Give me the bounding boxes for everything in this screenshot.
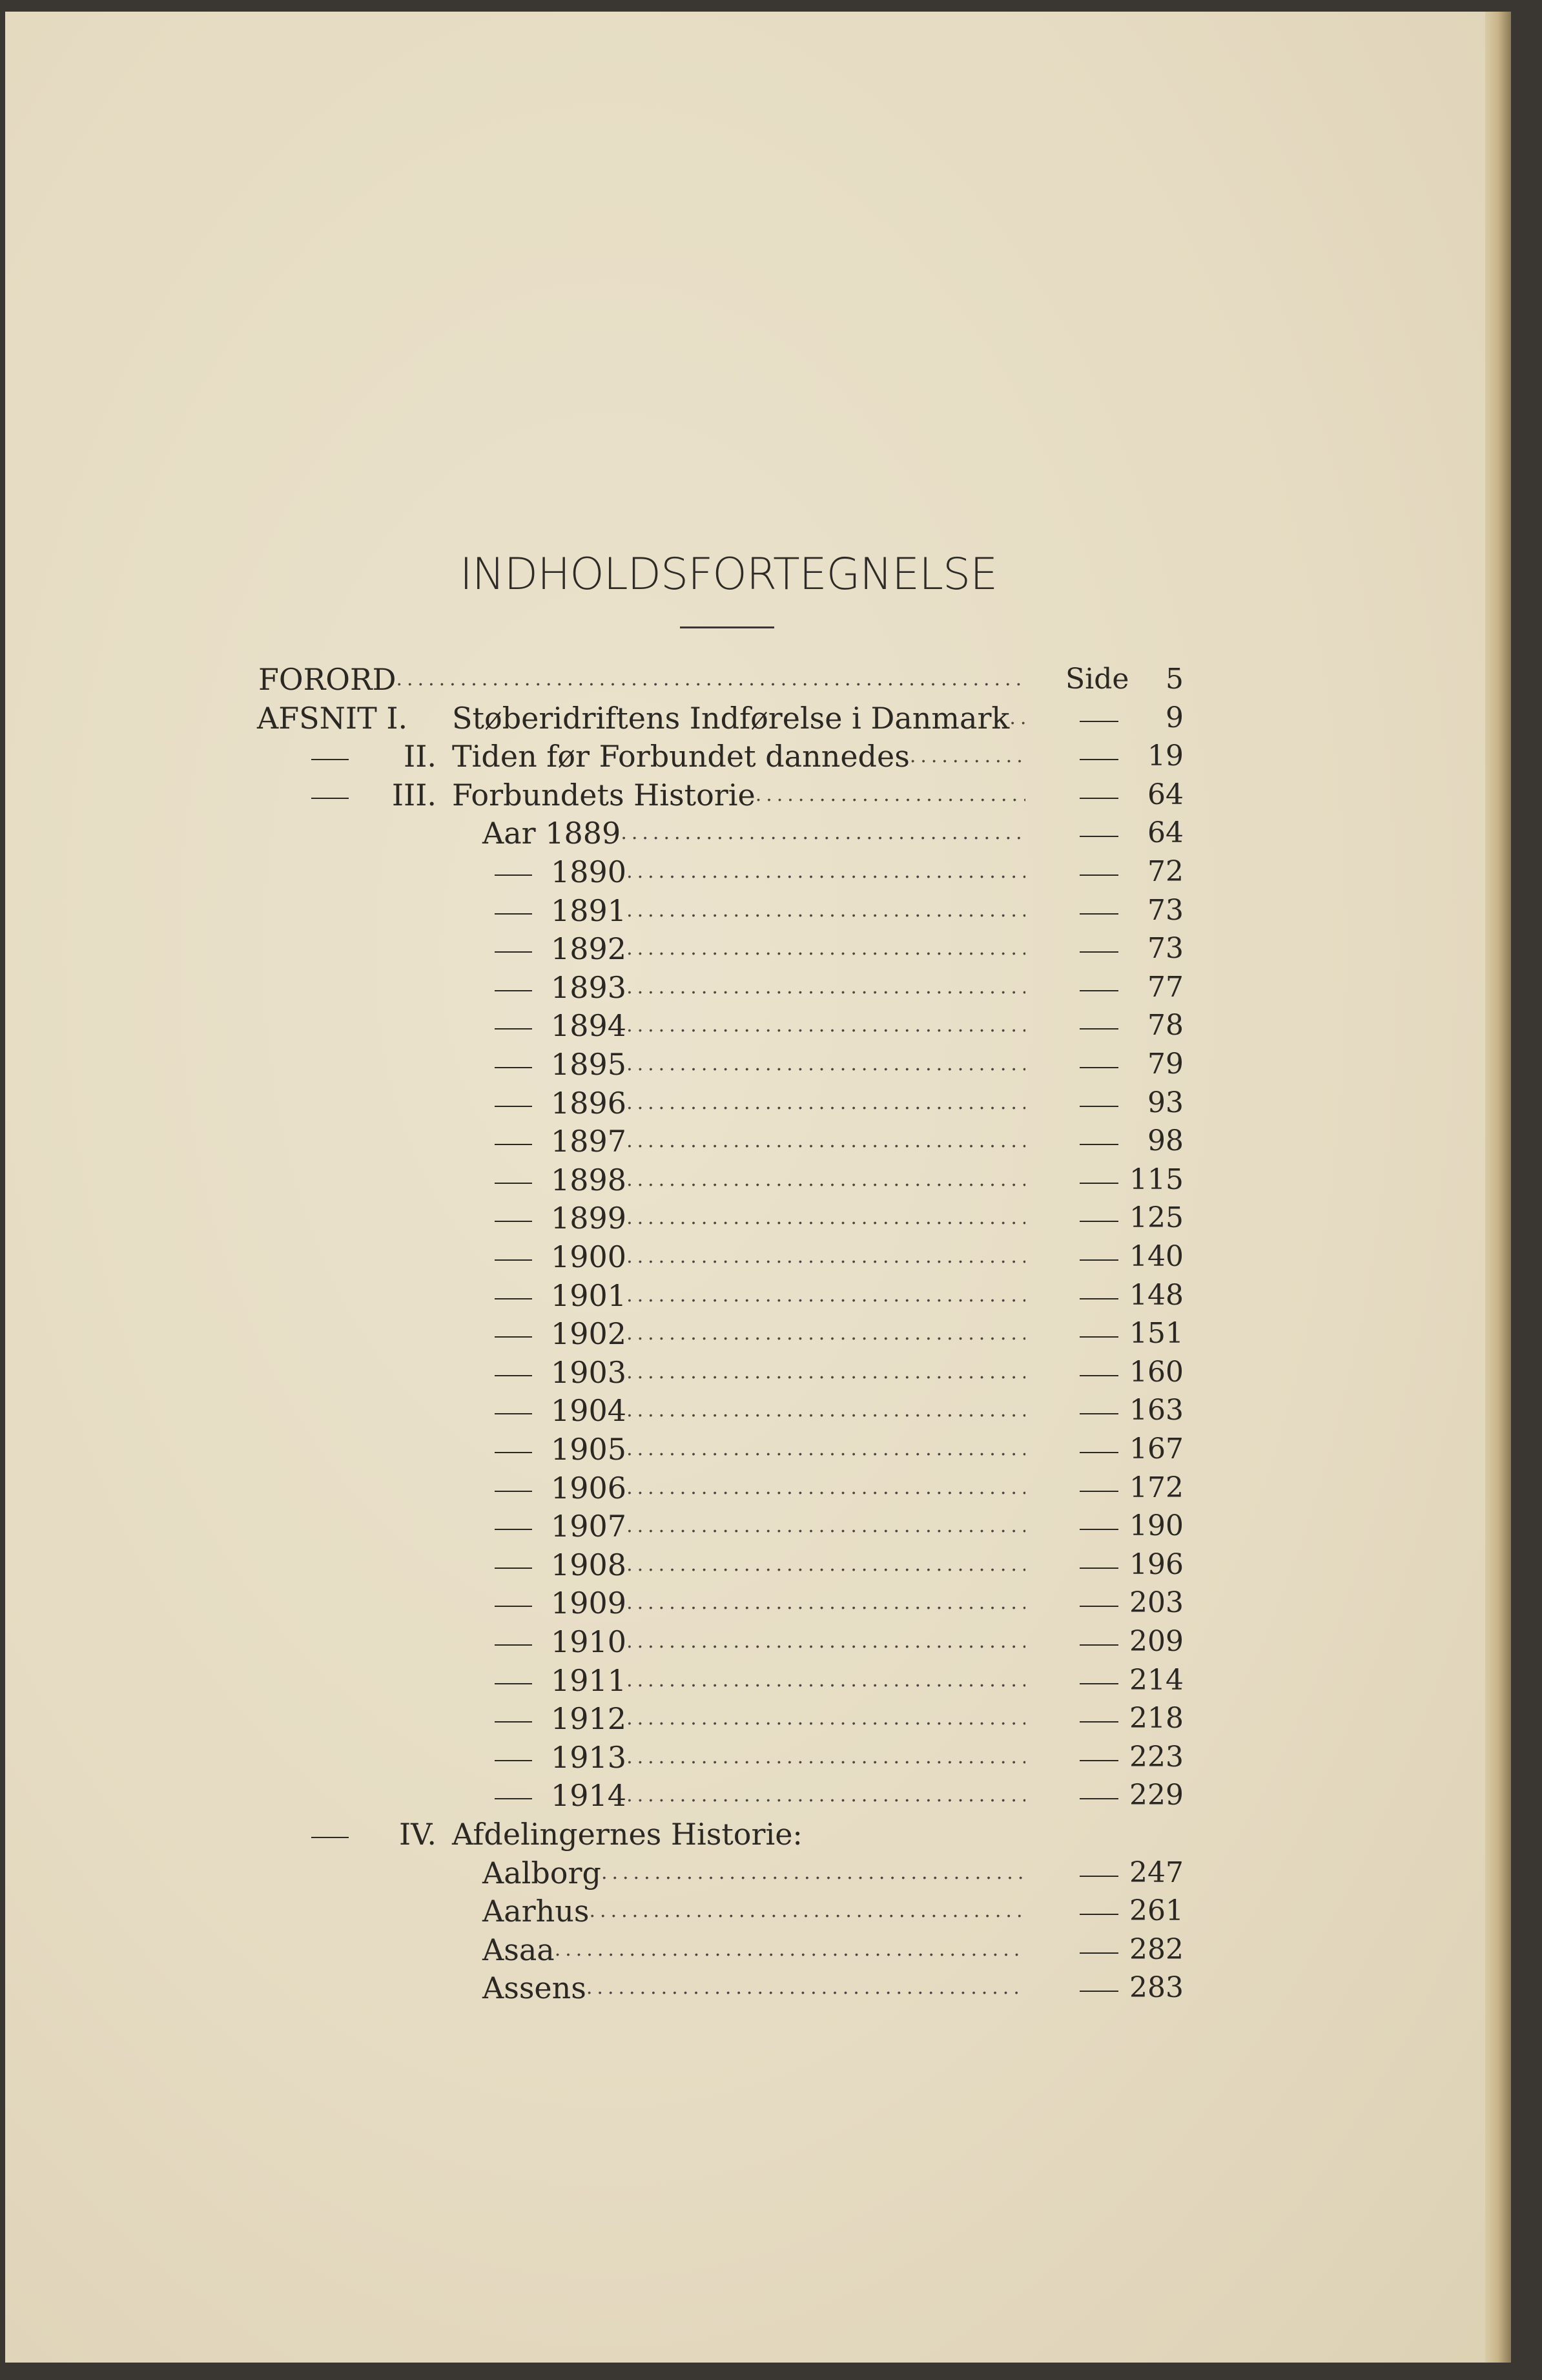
ditto-dash: [1080, 1661, 1118, 1700]
ditto-dash: [495, 1622, 532, 1661]
entry-label: Asaa: [482, 1932, 555, 1967]
page-number: 148: [1129, 1278, 1184, 1312]
entry-label: Assens: [482, 1971, 586, 2006]
page-number: 261: [1129, 1894, 1184, 1928]
toc-entry: [551, 1199, 1025, 1237]
page-number: 5: [1166, 663, 1184, 696]
ditto-dash: [311, 737, 349, 776]
toc-entry: [482, 1969, 1025, 2007]
toc-entry: [551, 1469, 1025, 1507]
dot-leader: [626, 1699, 1025, 1738]
toc-entry: [452, 737, 1025, 776]
ditto-dash: [495, 1776, 532, 1815]
section-heading: Afdelingernes Historie:: [452, 1817, 803, 1852]
page-number: 172: [1129, 1471, 1184, 1504]
page-number: 247: [1129, 1856, 1184, 1889]
entry-label: 1908: [551, 1547, 627, 1582]
ditto-dash: [495, 1738, 532, 1777]
dot-leader: [555, 1930, 1025, 1969]
section-number: IV.: [399, 1817, 437, 1852]
dot-leader: [626, 968, 1025, 1007]
ditto-dash: [1080, 1237, 1118, 1276]
ditto-dash: [495, 1122, 532, 1161]
page-number: 64: [1147, 778, 1184, 811]
ditto-dash: [495, 1276, 532, 1315]
ditto-dash: [1080, 699, 1118, 738]
ditto-dash: [1080, 1469, 1118, 1507]
ditto-dash: [1080, 1199, 1118, 1237]
page-number: 79: [1147, 1048, 1184, 1081]
toc-entry: [551, 1006, 1025, 1045]
ditto-dash: [495, 1314, 532, 1353]
entry-label: 1898: [551, 1162, 627, 1197]
dot-leader: [626, 1546, 1025, 1584]
page-number: 64: [1147, 816, 1184, 850]
entry-label: 1912: [551, 1701, 627, 1737]
entry-label: 1913: [551, 1739, 627, 1775]
toc-entry: [551, 1661, 1025, 1700]
toc-entry: [551, 853, 1025, 891]
page-number: 93: [1147, 1086, 1184, 1119]
dot-leader: [590, 1892, 1026, 1930]
ditto-dash: [1080, 1122, 1118, 1161]
toc-entry: [452, 776, 1025, 814]
ditto-dash: [495, 1661, 532, 1700]
dot-leader: [626, 1430, 1025, 1469]
page-number: 73: [1147, 893, 1184, 927]
dot-leader: [626, 891, 1025, 930]
ditto-dash: [1080, 1430, 1118, 1469]
toc-entry: [258, 660, 1025, 699]
entry-label: Forbundets Historie: [452, 777, 756, 812]
entry-label: 1907: [551, 1509, 627, 1544]
ditto-dash: [1080, 1276, 1118, 1315]
entry-label: 1901: [551, 1278, 627, 1313]
toc-entry: [551, 1507, 1025, 1546]
entry-label: Aalborg: [482, 1855, 601, 1890]
entry-label: 1905: [551, 1432, 627, 1467]
toc-entry: [551, 1045, 1025, 1084]
ditto-dash: [495, 968, 532, 1007]
page-number: 223: [1129, 1740, 1184, 1774]
page-number: 283: [1129, 1971, 1184, 2005]
dot-leader: [586, 1969, 1025, 2007]
page-number: 73: [1147, 932, 1184, 966]
ditto-dash: [1080, 929, 1118, 968]
entry-label: 1896: [551, 1085, 627, 1121]
page-number: 209: [1129, 1625, 1184, 1658]
ditto-dash: [1080, 1584, 1118, 1622]
entry-label: 1894: [551, 1008, 627, 1044]
ditto-dash: [1080, 968, 1118, 1007]
dot-leader: [626, 1469, 1025, 1507]
afsnit-prefix: AFSNIT I.: [257, 700, 408, 736]
ditto-dash: [1080, 1738, 1118, 1777]
toc-entry: [482, 1892, 1025, 1930]
entry-label: FORORD: [258, 662, 396, 697]
dot-leader: [626, 1122, 1025, 1161]
entry-label: 1903: [551, 1354, 627, 1390]
toc-entry: [551, 1738, 1025, 1777]
page-number: 98: [1147, 1124, 1184, 1158]
ditto-dash: [495, 1199, 532, 1237]
page-number: 78: [1147, 1009, 1184, 1042]
page-number: 160: [1129, 1355, 1184, 1389]
dot-leader: [601, 1854, 1025, 1892]
ditto-dash: [495, 1006, 532, 1045]
page-number: 19: [1147, 740, 1184, 773]
entry-label: 1914: [551, 1778, 627, 1814]
ditto-dash: [1080, 1391, 1118, 1430]
dot-leader: [626, 1199, 1025, 1237]
ditto-dash: [1080, 737, 1118, 776]
toc-entry: [482, 1930, 1025, 1969]
ditto-dash: [1080, 1622, 1118, 1661]
entry-label: 1895: [551, 1047, 627, 1082]
entry-label: 1891: [551, 893, 627, 928]
dot-leader: [626, 1314, 1025, 1353]
page-number: 167: [1129, 1433, 1184, 1465]
entry-label: 1902: [551, 1316, 627, 1352]
toc-entry: [482, 814, 1025, 853]
toc-entry: [551, 1161, 1025, 1199]
dot-leader: [626, 853, 1025, 891]
entry-label: 1911: [551, 1662, 627, 1698]
toc-entry: [551, 968, 1025, 1007]
toc-entry: [551, 1391, 1025, 1430]
page-number: 203: [1129, 1586, 1184, 1620]
page-number: 190: [1129, 1509, 1184, 1543]
entry-label: 1899: [551, 1201, 627, 1236]
dot-leader: [626, 1391, 1025, 1430]
dot-leader: [626, 1006, 1025, 1045]
title-rule: [680, 626, 774, 628]
ditto-dash: [1080, 776, 1118, 814]
ditto-dash: [311, 1815, 349, 1854]
toc-entry: [551, 1084, 1025, 1123]
dot-leader: [626, 1661, 1025, 1700]
ditto-dash: [1080, 1353, 1118, 1392]
ditto-dash: [495, 1084, 532, 1123]
toc-entry: [452, 699, 1025, 738]
page-number: 229: [1129, 1779, 1184, 1812]
page-number: 72: [1147, 855, 1184, 888]
ditto-dash: [1080, 1314, 1118, 1353]
ditto-dash: [1080, 1161, 1118, 1199]
entry-label: Støberidriftens Indførelse i Danmark: [452, 700, 1010, 736]
ditto-dash: [495, 1546, 532, 1584]
ditto-dash: [495, 929, 532, 968]
entry-label: 1893: [551, 969, 627, 1005]
toc-entry: [551, 929, 1025, 968]
entry-label: Tiden før Forbundet dannedes: [452, 739, 910, 774]
ditto-dash: [1080, 853, 1118, 891]
toc-entry: [551, 1122, 1025, 1161]
ditto-dash: [311, 776, 349, 814]
ditto-dash: [1080, 1006, 1118, 1045]
ditto-dash: [1080, 1969, 1118, 2007]
ditto-dash: [495, 1699, 532, 1738]
page-title: INDHOLDSFORTEGNELSE: [459, 549, 998, 600]
dot-leader: [626, 1507, 1025, 1546]
ditto-dash: [1080, 1776, 1118, 1815]
page-number: 140: [1129, 1240, 1184, 1273]
ditto-dash: [495, 1469, 532, 1507]
ditto-dash: [495, 1507, 532, 1546]
page-number: 151: [1129, 1317, 1184, 1350]
entry-label: Aar 1889: [482, 816, 621, 851]
entry-label: Aarhus: [482, 1894, 590, 1929]
dot-leader: [626, 1622, 1025, 1661]
page-number: 115: [1129, 1163, 1184, 1196]
toc-entry: [551, 1776, 1025, 1815]
ditto-dash: [495, 1391, 532, 1430]
ditto-dash: [1080, 891, 1118, 930]
page-number: 282: [1129, 1932, 1184, 1966]
ditto-dash: [1080, 1930, 1118, 1969]
dot-leader: [626, 1161, 1025, 1199]
dot-leader: [626, 1353, 1025, 1392]
toc-entry: [551, 1353, 1025, 1392]
page-number: 9: [1166, 701, 1184, 734]
ditto-dash: [1080, 814, 1118, 853]
ditto-dash: [1080, 1892, 1118, 1930]
dot-leader: [626, 1584, 1025, 1622]
toc-entry: [551, 1699, 1025, 1738]
toc-entry: [551, 1584, 1025, 1622]
toc-entry: [551, 1276, 1025, 1315]
dot-leader: [626, 1738, 1025, 1777]
entry-label: 1897: [551, 1124, 627, 1159]
entry-label: 1904: [551, 1393, 627, 1429]
entry-label: 1892: [551, 931, 627, 967]
ditto-dash: [495, 891, 532, 930]
ditto-dash: [1080, 1507, 1118, 1546]
toc-entry: [551, 1314, 1025, 1353]
toc-entry: [551, 1430, 1025, 1469]
ditto-dash: [1080, 1699, 1118, 1738]
dot-leader: [626, 1045, 1025, 1084]
ditto-dash: [1080, 1084, 1118, 1123]
ditto-dash: [495, 1353, 532, 1392]
toc-entry: [551, 1237, 1025, 1276]
toc-entry: [551, 891, 1025, 930]
page-number: 125: [1129, 1201, 1184, 1235]
dot-leader: [626, 1084, 1025, 1123]
section-number: III.: [391, 777, 437, 812]
dot-leader: [910, 737, 1025, 776]
dot-leader: [626, 929, 1025, 968]
ditto-dash: [495, 1045, 532, 1084]
entry-label: 1910: [551, 1624, 627, 1659]
page-number: 196: [1129, 1547, 1184, 1581]
ditto-dash: [495, 1237, 532, 1276]
toc-entry: [482, 1854, 1025, 1892]
ditto-dash: [495, 1161, 532, 1199]
entry-label: 1909: [551, 1586, 627, 1621]
toc-entry: [551, 1546, 1025, 1584]
entry-label: 1890: [551, 854, 627, 889]
dot-leader: [1009, 699, 1025, 738]
dot-leader: [396, 660, 1026, 699]
section-number: II.: [404, 739, 437, 774]
ditto-dash: [495, 853, 532, 891]
page-number: 214: [1129, 1663, 1184, 1697]
page-number: 163: [1129, 1394, 1184, 1427]
toc-entry: [551, 1622, 1025, 1661]
side-label: Side: [1065, 663, 1129, 696]
page-number: 77: [1147, 970, 1184, 1004]
ditto-dash: [1080, 1045, 1118, 1084]
ditto-dash: [1080, 1546, 1118, 1584]
dot-leader: [626, 1276, 1025, 1315]
ditto-dash: [495, 1584, 532, 1622]
page-number: 218: [1129, 1702, 1184, 1735]
page-edge: [1485, 12, 1511, 2363]
ditto-dash: [495, 1430, 532, 1469]
dot-leader: [756, 776, 1025, 814]
ditto-dash: [1080, 1854, 1118, 1892]
dot-leader: [621, 814, 1025, 853]
dot-leader: [626, 1237, 1025, 1276]
dot-leader: [626, 1776, 1025, 1815]
entry-label: 1900: [551, 1239, 627, 1274]
entry-label: 1906: [551, 1470, 627, 1506]
